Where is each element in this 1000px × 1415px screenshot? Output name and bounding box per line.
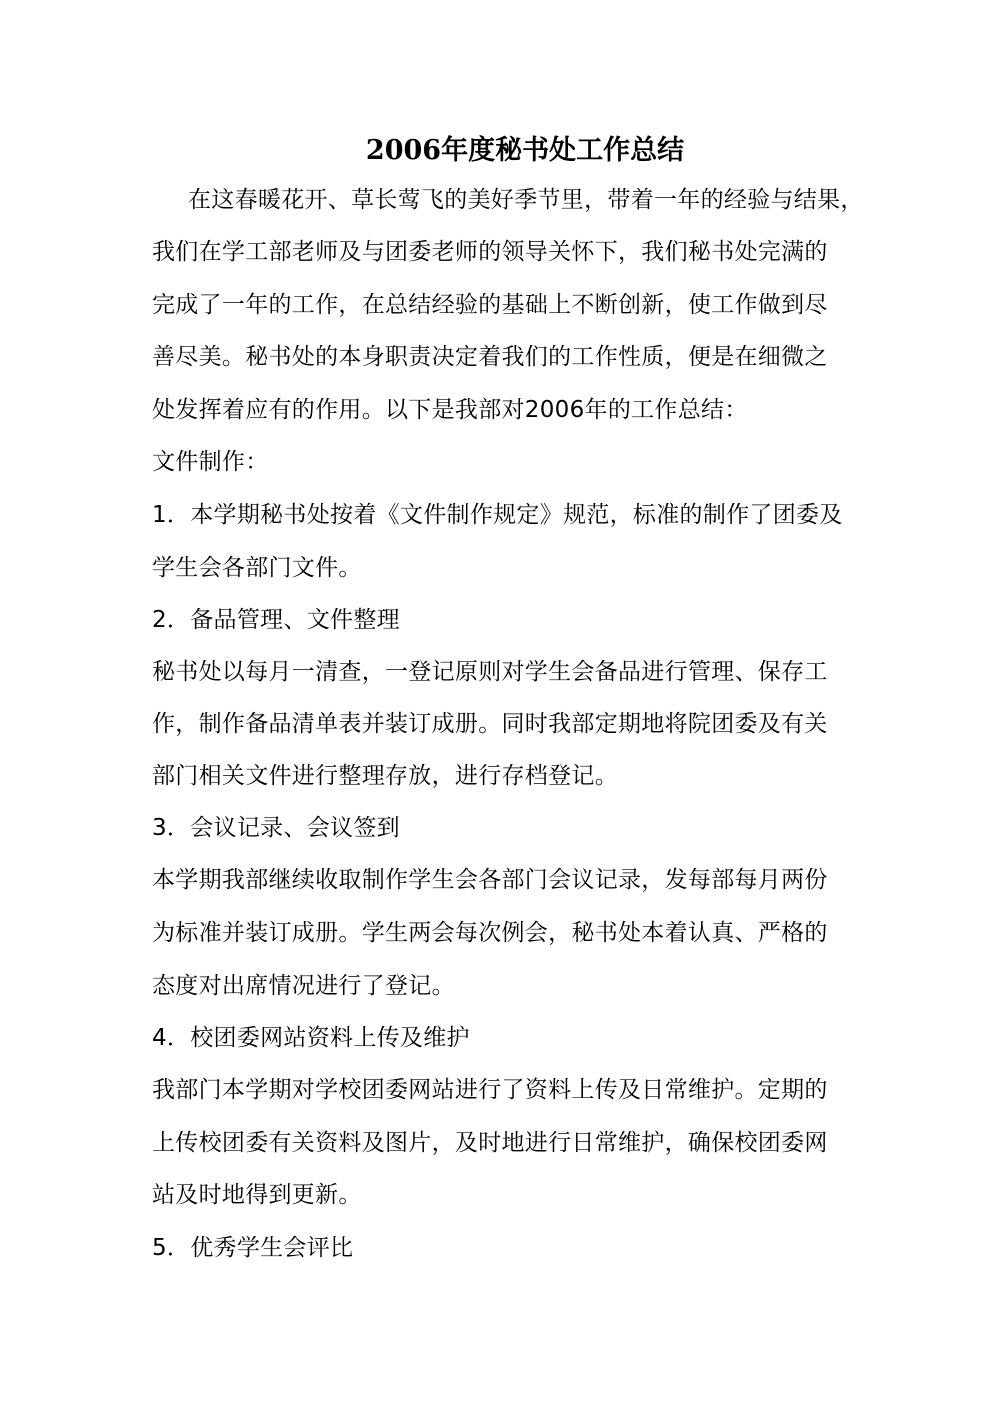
paragraph-line: 我们在学工部老师及与团委老师的领导关怀下，我们秘书处完满的 [152,239,828,265]
paragraph-line: 4．校团委网站资料上传及维护 [152,1025,470,1051]
paragraph-line: 文件制作： [152,449,269,475]
paragraph-line: 5．优秀学生会评比 [152,1235,354,1261]
paragraph-line: 为标准并装订成册。学生两会每次例会，秘书处本着认真、严格的 [152,920,828,946]
paragraph-line: 完成了一年的工作，在总结经验的基础上不断创新，使工作做到尽 [152,292,828,318]
paragraph-line: 本学期我部继续收取制作学生会各部门会议记录，发每部每月两份 [152,867,828,893]
paragraph-line: 3．会议记录、会议签到 [152,815,400,841]
paragraph-line: 秘书处以每月一清查，一登记原则对学生会备品进行管理、保存工 [152,659,828,685]
paragraph-line: 上传校团委有关资料及图片，及时地进行日常维护，确保校团委网 [152,1130,828,1156]
paragraph-line: 处发挥着应有的作用。以下是我部对2006年的工作总结： [152,397,748,423]
document-title: 2006年度秘书处工作总结 [365,135,685,166]
paragraph-line: 站及时地得到更新。 [152,1182,362,1208]
paragraph-line: 2．备品管理、文件整理 [152,607,400,633]
paragraph-line: 部门相关文件进行整理存放，进行存档登记。 [152,763,618,789]
paragraph-line: 1．本学期秘书处按着《文件制作规定》规范，标准的制作了团委及 [152,502,843,528]
paragraph-line: 在这春暖花开、草长莺飞的美好季节里，带着一年的经验与结果， [188,187,864,213]
paragraph-line: 学生会各部门文件。 [152,555,362,581]
paragraph-line: 态度对出席情况进行了登记。 [152,973,455,999]
paragraph-line: 作，制作备品清单表并装订成册。同时我部定期地将院团委及有关 [152,711,828,737]
paragraph-line: 善尽美。秘书处的本身职责决定着我们的工作性质，便是在细微之 [152,344,828,370]
paragraph-line: 我部门本学期对学校团委网站进行了资料上传及日常维护。定期的 [152,1077,828,1103]
